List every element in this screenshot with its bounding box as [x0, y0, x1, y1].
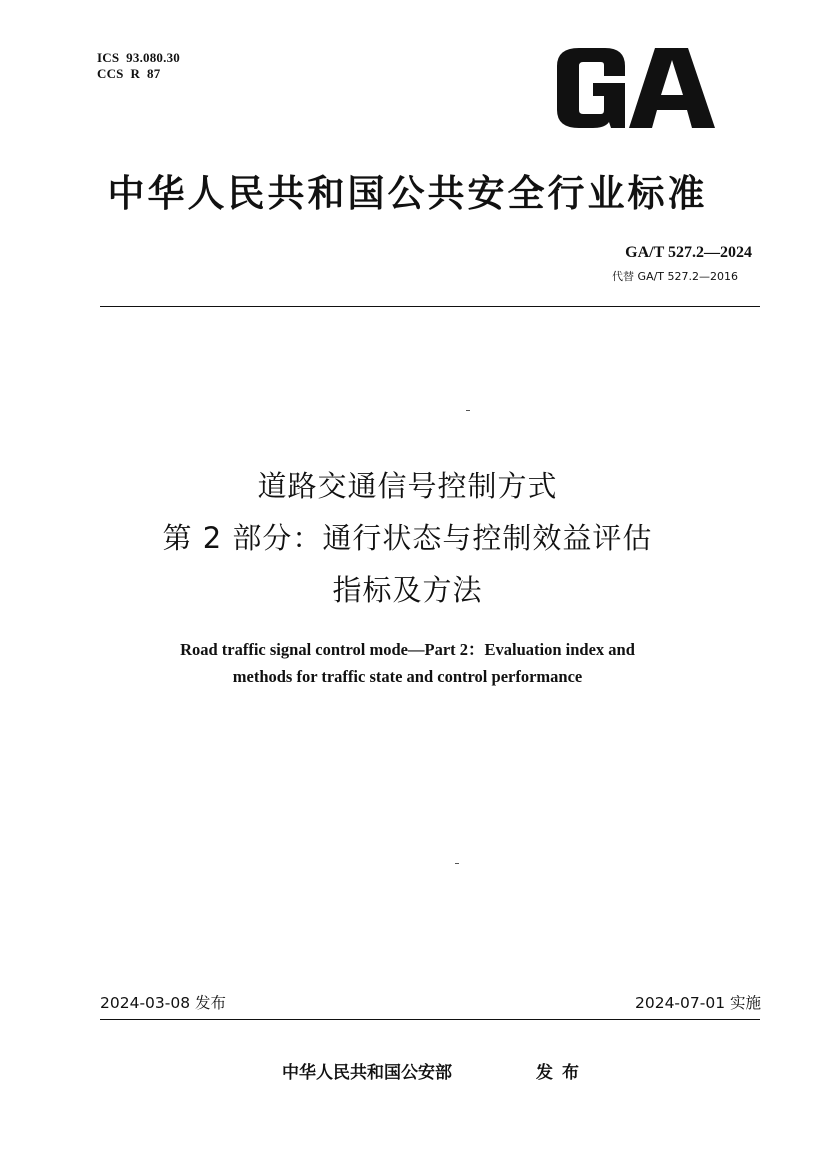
implementation-date: 2024-07-01 实施 [634, 994, 761, 1012]
en-title-line-1: Road traffic signal control mode—Part 2：Evaluation index and [180, 640, 635, 659]
standard-category-title: 中华人民共和国公共安全行业标准 [107, 172, 708, 215]
standard-number: GA/T 527.2—2024 [625, 244, 752, 261]
publish-label: 发布 [536, 1063, 588, 1083]
ics-code: ICS 93.080.30 [97, 50, 180, 65]
issue-date: 2024-03-08 发布 [100, 994, 227, 1012]
printer-mark [466, 410, 470, 411]
cn-title-line-1: 道路交通信号控制方式 [257, 469, 558, 503]
top-divider [100, 306, 760, 307]
ga-logo [553, 46, 717, 130]
cn-title-line-3: 指标及方法 [332, 573, 483, 607]
ccs-code: CCS R 87 [97, 66, 161, 81]
publisher-name: 中华人民共和国公安部 [282, 1063, 452, 1083]
replaced-standard: 代替 GA/T 527.2—2016 [612, 270, 738, 283]
ga-logo-graphic [553, 46, 717, 130]
printer-mark [455, 863, 459, 864]
cn-title-line-2: 第 2 部分：通行状态与控制效益评估 [162, 521, 653, 555]
bottom-divider [100, 1019, 760, 1020]
classification-codes [97, 50, 180, 82]
en-title-line-2: methods for traffic state and control performance [232, 667, 583, 686]
